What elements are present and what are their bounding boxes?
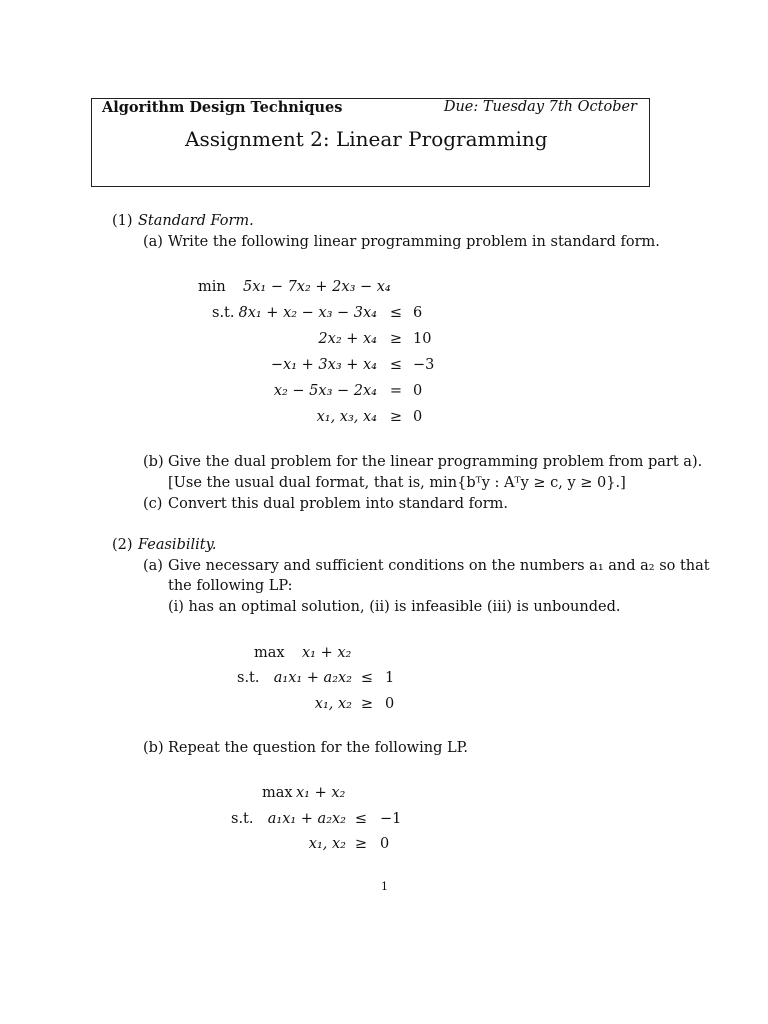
q2-title: Feasibility. [138, 537, 217, 553]
lp-nonneg-relation: ≥ [360, 696, 374, 712]
lp-st-label: s.t. [237, 670, 260, 686]
q1c-text: Convert this dual problem into standard form. [168, 496, 508, 512]
q2a-text: Give necessary and sufficient conditions on the numbers a₁ and a₂ so that [168, 558, 710, 574]
q1-title: Standard Form. [138, 213, 254, 229]
course-name: Algorithm Design Techniques [102, 99, 343, 116]
lp-constraint-relation: ≤ [354, 811, 368, 827]
q2b-label: (b) [143, 740, 164, 756]
lp-constraint-relation: ≤ [389, 305, 403, 321]
lp-constraint-rhs: 6 [413, 305, 423, 321]
lp-nonneg-rhs: 0 [380, 836, 390, 852]
lp-st-label: s.t. [231, 811, 254, 827]
lp-nonneg-rhs: 0 [413, 409, 423, 425]
lp-st-label: s.t. [212, 305, 235, 321]
lp-nonneg-relation: ≥ [389, 409, 403, 425]
lp-nonneg-lhs: x₁, x₃, x₄ [316, 409, 377, 425]
q2-number: (2) [112, 537, 133, 553]
q1b-note: [Use the usual dual format, that is, min{bᵀy : Aᵀy ≥ c, y ≥ 0}.] [168, 475, 626, 491]
lp-constraint-lhs: −x₁ + 3x₃ + x₄ [270, 357, 377, 373]
q2a-subparts: (i) has an optimal solution, (ii) is infeasible (iii) is unbounded. [168, 599, 621, 615]
lp-objective: 5x₁ − 7x₂ + 2x₃ − x₄ [243, 279, 391, 295]
q1b-label: (b) [143, 454, 164, 470]
lp-constraint-lhs: 2x₂ + x₄ [318, 331, 377, 347]
lp-constraint-rhs: 1 [385, 670, 395, 686]
q1-number: (1) [112, 213, 133, 229]
lp-constraint-lhs: 8x₁ + x₂ − x₃ − 3x₄ [238, 305, 377, 321]
lp-constraint-rhs: −3 [413, 357, 435, 373]
lp-constraint-relation: ≥ [389, 331, 403, 347]
lp-objective: x₁ + x₂ [302, 645, 352, 661]
lp-constraint-lhs: a₁x₁ + a₂x₂ [267, 811, 346, 827]
page-title: Assignment 2: Linear Programming [185, 127, 548, 151]
due-date: Due: Tuesday 7th October [443, 99, 637, 115]
page-number: 1 [381, 880, 388, 893]
lp-objective-label: min [198, 279, 226, 295]
q2b-text: Repeat the question for the following LP. [168, 740, 469, 756]
lp-objective-label: max [262, 785, 293, 801]
q2a-text-cont: the following LP: [168, 578, 293, 594]
lp-objective: x₁ + x₂ [296, 785, 346, 801]
q1b-text: Give the dual problem for the linear programming problem from part a). [168, 454, 703, 470]
lp-constraint-relation: = [389, 383, 403, 399]
lp-constraint-lhs: a₁x₁ + a₂x₂ [273, 670, 352, 686]
lp-nonneg-rhs: 0 [385, 696, 395, 712]
lp-nonneg-lhs: x₁, x₂ [308, 836, 346, 852]
lp-constraint-rhs: −1 [380, 811, 402, 827]
q1a-text: Write the following linear programming problem in standard form. [168, 234, 660, 250]
lp-constraint-relation: ≤ [389, 357, 403, 373]
assignment-header [91, 98, 650, 187]
lp-constraint-lhs: x₂ − 5x₃ − 2x₄ [273, 383, 377, 399]
lp-objective-label: max [254, 645, 285, 661]
lp-constraint-relation: ≤ [360, 670, 374, 686]
q2a-label: (a) [143, 558, 163, 574]
lp-nonneg-relation: ≥ [354, 836, 368, 852]
lp-constraint-rhs: 0 [413, 383, 423, 399]
lp-nonneg-lhs: x₁, x₂ [314, 696, 352, 712]
q1c-label: (c) [143, 496, 163, 512]
q1a-label: (a) [143, 234, 163, 250]
lp-constraint-rhs: 10 [413, 331, 432, 347]
